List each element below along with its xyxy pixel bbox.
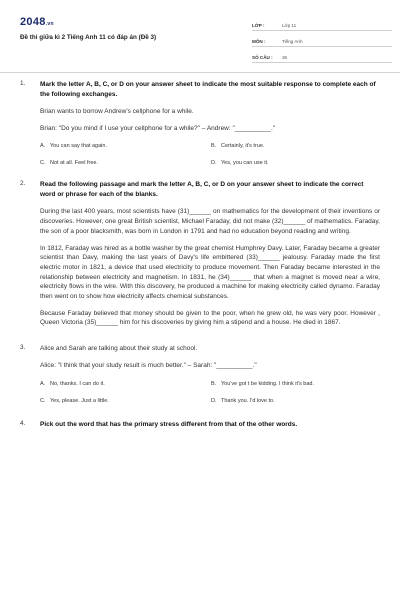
option-letter: C. [40,397,46,404]
answer-options [40,143,380,166]
option-letter: A. [40,380,46,387]
question-3 [20,344,380,403]
meta-count-value: 36 [282,55,288,60]
option-letter: A. [40,143,46,150]
answer-option-b[interactable] [211,381,382,387]
passage-paragraph: Because Faraday believed that money should be given to the poor, when he grew old, he was very poor. However , Queen Victoria (35)______ him for his discoveries by giving him a stipend and a house. He died in 1867. [40,309,380,327]
question-list [20,80,380,430]
option-text: You can say that again. [50,143,107,150]
question-number: 4. [20,419,26,427]
option-text: Thank you. I'd love to. [221,397,275,404]
logo-text: 2048 [20,16,46,28]
exam-title: Đề thi giữa kì 2 Tiếng Anh 11 có đáp án (Đề 3) [20,34,157,41]
answer-option-a[interactable] [40,143,211,149]
option-letter: B. [211,143,217,150]
meta-subject-label: MÔN : [252,39,266,44]
option-text: Yes, please. Just a little. [50,397,109,404]
logo-suffix: .vn [45,21,54,27]
option-text: You've got t be kidding. I think it's bad. [221,380,315,387]
answer-option-a[interactable] [40,381,211,387]
option-text: Not at all. Feel free. [50,160,98,167]
question-context: Alice and Sarah are talking about their study at school. [40,345,198,353]
header-divider [0,72,400,73]
question-number: 3. [20,344,26,352]
option-text: Yes, you can use it. [221,160,269,167]
site-logo[interactable] [20,16,54,28]
question-instruction: Mark the letter A, B, C, or D on your answer sheet to indicate the most suitable response to complete each of the following exchanges. [40,81,376,98]
passage-paragraph: In 1812, Faraday was hired as a bottle washer by the great chemist Humphrey Davy. Later, Faraday became a greater scientist than Davy, making the last years of Davy's life embittered (33)______ jealousy. Faraday made the first electric motor in 1821, a device that used electricity to produce movement. Then Faraday became interested in the relationship between electricity and magnetism. In 1831, he (34)______ that when a magnet is moved near a wire, electricity flows in the wire. With this discovery, he produced a machine for making electricity called dynamo. Faraday then went on to show how electricity affects chemical substances. [40,244,380,301]
option-text: No, thanks. I can do it. [50,380,105,387]
option-letter: D. [211,160,217,167]
meta-class-value: Lớp 11 [282,23,297,28]
option-letter: C. [40,160,46,167]
meta-subject-value: Tiếng Anh [282,39,303,44]
answer-options [40,381,380,404]
passage-paragraph: During the last 400 years, most scientists have (31)______ on mathematics for the development of their inventions or discoveries. However, one great British scientist, Michael Faraday, did not make (32)______ of mathematics. Faraday, the son of a poor blacksmith, was born in London in 1791 and had no education beyond reading and writing. [40,208,380,235]
exam-header [20,14,390,62]
meta-count-label: SỐ CÂU : [252,55,273,60]
question-1 [20,80,380,166]
meta-subject-row [252,32,392,47]
exam-meta [252,16,392,64]
meta-count-row [252,48,392,63]
question-dialogue: Brian: "Do you mind if I use your cellphone for a while?" – Andrew: "__________." [40,124,276,132]
question-2 [20,180,380,328]
answer-option-d[interactable] [211,160,382,166]
meta-class-label: LỚP : [252,23,265,28]
answer-option-d[interactable] [211,398,382,404]
question-context: Brian wants to borrow Andrew's cellphone for a while. [40,108,194,115]
meta-class-row [252,16,392,31]
question-dialogue: Alice: "I think that your study result is much better." – Sarah: "__________." [40,361,257,369]
answer-option-c[interactable] [40,160,211,166]
option-letter: D. [211,397,217,404]
answer-option-b[interactable] [211,143,382,149]
question-4 [20,420,380,430]
option-text: Certainly, it's true. [221,143,265,150]
question-number: 2. [20,180,26,188]
option-letter: B. [211,380,217,387]
question-instruction: Read the following passage and mark the letter A, B, C, or D on your answer sheet to indicate the correct word or phrase for each of the blanks. [40,181,364,199]
answer-option-c[interactable] [40,398,211,404]
question-instruction: Pick out the word that has the primary stress different from that of the other words. [40,420,298,428]
question-number: 1. [20,80,26,87]
